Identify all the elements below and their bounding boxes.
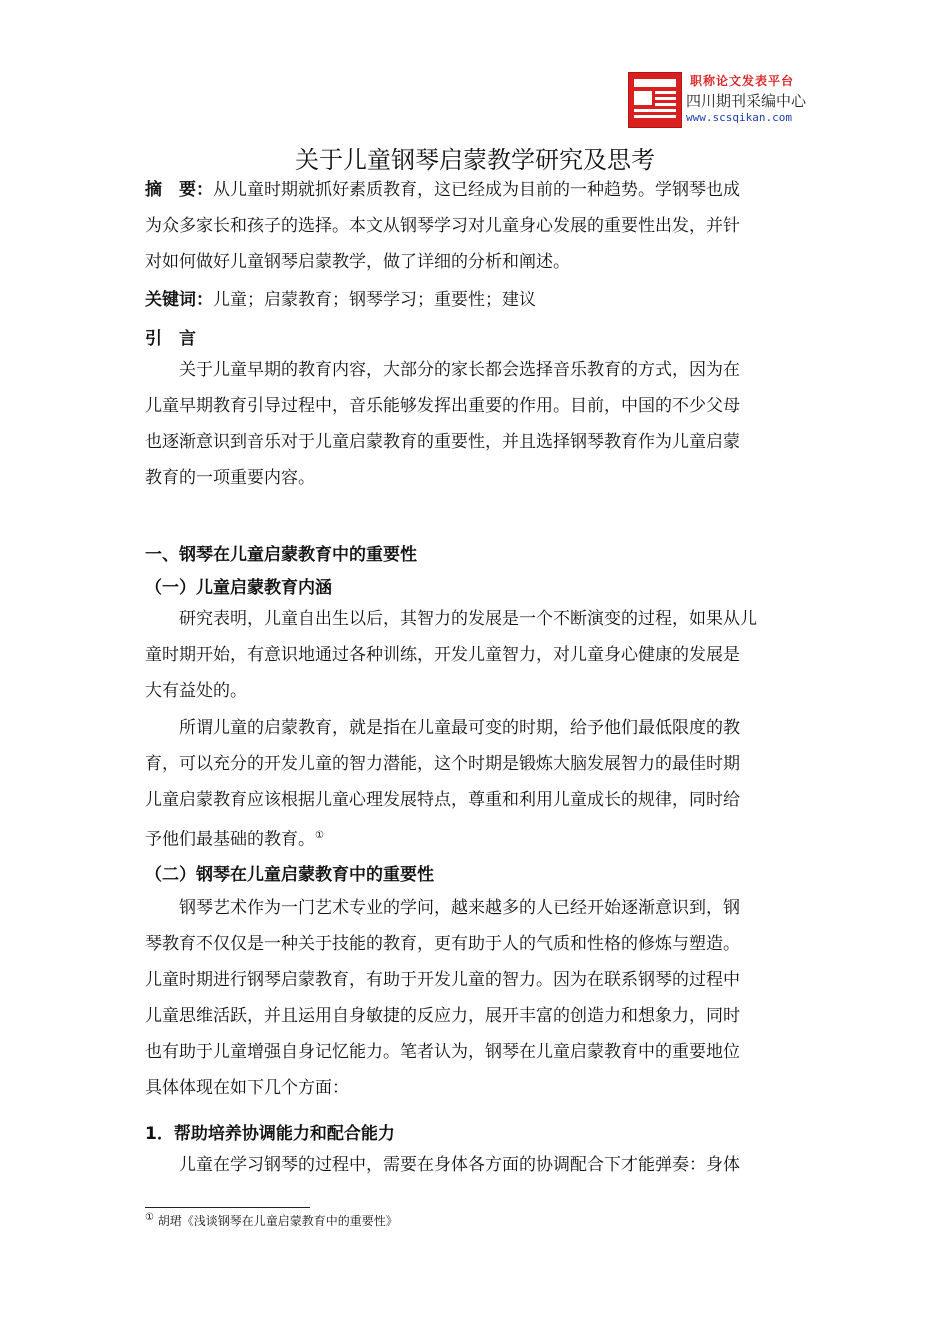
abstract-line: 对如何做好儿童钢琴启蒙教学，做了详细的分析和阐述。 bbox=[145, 252, 570, 272]
intro-heading: 引 言 bbox=[145, 329, 196, 349]
logo-name: 四川期刊采编中心 bbox=[686, 92, 807, 110]
paragraph-line: 所谓儿童的启蒙教育，就是指在儿童最可变的时期，给予他们最低限度的教 bbox=[179, 718, 740, 738]
footnote bbox=[145, 1212, 398, 1229]
paper-title: 关于儿童钢琴启蒙教学研究及思考 bbox=[295, 146, 655, 174]
keywords-text: 儿童；启蒙教育；钢琴学习；重要性；建议 bbox=[213, 290, 536, 310]
point-heading: 1．帮助培养协调能力和配合能力 bbox=[145, 1124, 395, 1144]
paragraph-line: 具体体现在如下几个方面： bbox=[145, 1078, 349, 1098]
paragraph-line: 儿童早期教育引导过程中，音乐能够发挥出重要的作用。目前，中国的不少父母 bbox=[145, 396, 740, 416]
logo-url: www.scsqikan.com bbox=[686, 111, 792, 124]
keywords bbox=[145, 282, 811, 318]
footnote-divider bbox=[145, 1207, 310, 1208]
footnote-reference: ① bbox=[315, 830, 324, 841]
paragraph-line: 大有益处的。 bbox=[145, 681, 247, 701]
footnote-mark: ① bbox=[145, 1212, 154, 1223]
paragraph-line: 儿童在学习钢琴的过程中，需要在身体各方面的协调配合下才能弹奏：身体 bbox=[179, 1155, 740, 1175]
body-paragraph bbox=[145, 601, 811, 709]
paragraph-line: 也逐渐意识到音乐对于儿童启蒙教育的重要性，并且选择钢琴教育作为儿童启蒙 bbox=[145, 432, 740, 452]
subsection-heading: （一）儿童启蒙教育内涵 bbox=[145, 578, 332, 598]
paragraph-line: 育，可以充分的开发儿童的智力潜能，这个时期是锻炼大脑发展智力的最佳时期 bbox=[145, 754, 740, 774]
paragraph-line: 琴教育不仅仅是一种关于技能的教育，更有助于人的气质和性格的修炼与塑造。 bbox=[145, 934, 740, 954]
body-paragraph bbox=[145, 1147, 811, 1183]
newspaper-icon bbox=[628, 72, 682, 128]
footnote-text: 胡珺《浅谈钢琴在儿童启蒙教育中的重要性》 bbox=[157, 1214, 398, 1228]
body-paragraph bbox=[145, 890, 811, 1106]
body-paragraph bbox=[145, 710, 811, 854]
paragraph-line: 儿童思维活跃，并且运用自身敏捷的反应力，展开丰富的创造力和想象力，同时 bbox=[145, 1006, 740, 1026]
abstract-line: 从儿童时期就抓好素质教育，这已经成为目前的一种趋势。学钢琴也成 bbox=[213, 180, 740, 200]
paragraph-line: 关于儿童早期的教育内容，大部分的家长都会选择音乐教育的方式，因为在 bbox=[179, 360, 740, 380]
paragraph-line: 予他们最基础的教育。 bbox=[145, 829, 315, 850]
keywords-label: 关键词： bbox=[145, 290, 213, 310]
abstract-label: 摘 要： bbox=[145, 180, 213, 200]
subsection-heading: （二）钢琴在儿童启蒙教育中的重要性 bbox=[145, 865, 434, 885]
paragraph-line: 也有助于儿童增强自身记忆能力。笔者认为，钢琴在儿童启蒙教育中的重要地位 bbox=[145, 1042, 740, 1062]
abstract bbox=[145, 172, 811, 280]
abstract-line: 为众多家长和孩子的选择。本文从钢琴学习对儿童身心发展的重要性出发，并针 bbox=[145, 216, 740, 236]
paragraph-line: 儿童时期进行钢琴启蒙教育，有助于开发儿童的智力。因为在联系钢琴的过程中 bbox=[145, 970, 740, 990]
paragraph-line: 钢琴艺术作为一门艺术专业的学问，越来越多的人已经开始逐渐意识到，钢 bbox=[179, 898, 740, 918]
intro-paragraph bbox=[145, 352, 811, 496]
paragraph-line: 童时期开始，有意识地通过各种训练，开发儿童智力，对儿童身心健康的发展是 bbox=[145, 645, 740, 665]
logo-tagline: 职称论文发表平台 bbox=[690, 74, 795, 88]
paragraph-line: 教育的一项重要内容。 bbox=[145, 468, 315, 488]
paragraph-line: 研究表明，儿童自出生以后，其智力的发展是一个不断演变的过程，如果从儿 bbox=[179, 609, 757, 629]
section-heading: 一、钢琴在儿童启蒙教育中的重要性 bbox=[145, 545, 417, 565]
publisher-logo bbox=[628, 72, 818, 128]
paragraph-line: 儿童启蒙教育应该根据儿童心理发展特点，尊重和利用儿童成长的规律，同时给 bbox=[145, 790, 740, 810]
